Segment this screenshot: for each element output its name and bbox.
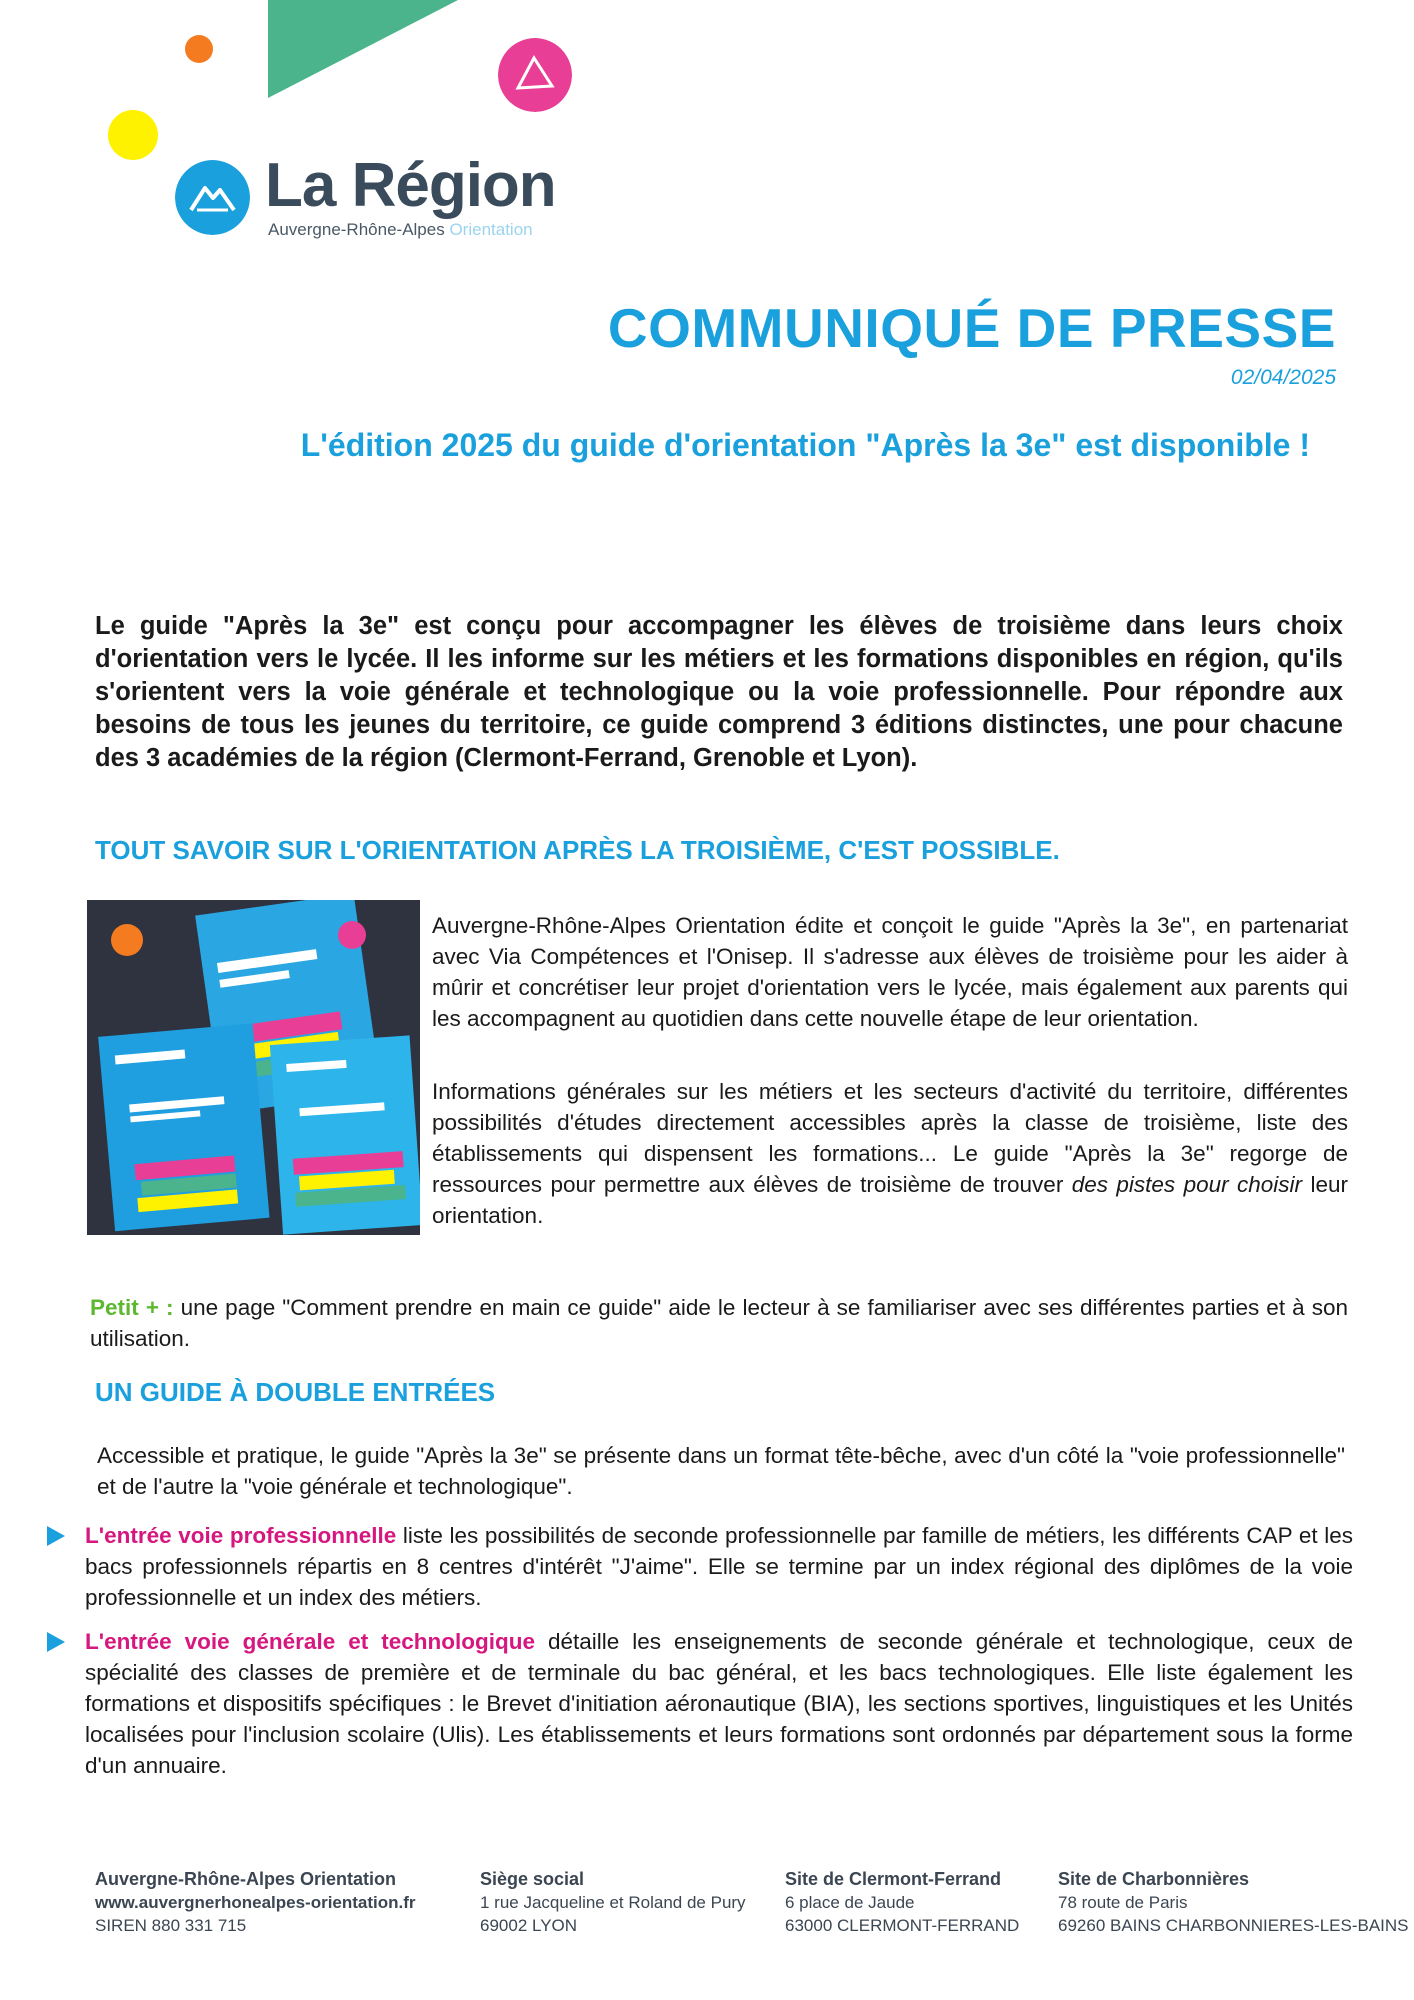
bullet-body: liste les possibilités de seconde professionnelle par famille de métiers, les différents CAP et les bacs professionnels répartis en 8 centres d'intérêt "J'aime". Elle se termine par un index régional des diplômes de la voie professionnelle et un index des métiers.: [85, 1523, 1353, 1610]
double-entree-paragraph: Accessible et pratique, le guide "Après la 3e" se présente dans un format tête-bêche, avec d'un côté la "voie professionnelle" et de l'autre la "voie générale et technologique".: [97, 1443, 1345, 1499]
guide-covers-image: [87, 900, 420, 1235]
bullet-text: [85, 1520, 1353, 1613]
bullet-label: L'entrée voie générale et technologique: [85, 1629, 535, 1654]
footer-line: 78 route de Paris: [1058, 1893, 1188, 1912]
logo-title: La Région: [265, 151, 556, 220]
bullet-arrow-icon: [45, 1631, 67, 1653]
bullet-body: détaille les enseignements de seconde générale et technologique, ceux de spécialité des classes de première et de terminale du bac général, et les bacs technologiques. Elle liste également les formations et dispositifs spécifiques : le Brevet d'initiation aéronautique (BIA), les sections sportives, linguistiques et les Unités localisées pour l'inclusion scolaire (Ulis). Les établissements et leurs formations sont ordonnés par département sous la forme d'un annuaire.: [85, 1629, 1354, 1778]
section-heading-double-entree: UN GUIDE À DOUBLE ENTRÉES: [95, 1377, 496, 1407]
footer-siege-social: [480, 1868, 746, 1937]
headline: L'édition 2025 du guide d'orientation "Après la 3e" est disponible !: [300, 427, 1310, 463]
petit-plus-text: une page "Comment prendre en main ce guide" aide le lecteur à se familiariser avec ses différentes parties et à son utilisation.: [90, 1295, 1348, 1351]
orientation-paragraph-1: Auvergne-Rhône-Alpes Orientation édite et conçoit le guide "Après la 3e", en partenariat avec Via Compétences et l'Onisep. Il s'adresse aux élèves de troisième pour les aider à mûrir et concrétiser leur projet d'orientation vers le lycée, mais également aux parents qui les accompagnent au quotidien dans cette nouvelle étape de leur orientation.: [432, 913, 1348, 1031]
press-release-title: COMMUNIQUÉ DE PRESSE: [607, 297, 1336, 359]
footer-heading: Siège social: [480, 1869, 585, 1889]
logo-subtitle-main: Auvergne-Rhône-Alpes: [268, 220, 450, 239]
footer-line: SIREN 880 331 715: [95, 1916, 247, 1935]
yellow-dot-shape: [108, 110, 158, 160]
paragraph-2-emphasis: des pistes pour choisir: [1071, 1172, 1303, 1197]
mountain-logo-icon: [175, 160, 250, 235]
paragraph-2-start: Informations générales sur les métiers et les secteurs d'activité du territoire, différentes possibilités d'études directement accessibles après la classe de troisième, liste des établissements qui dispensent les formations... Le guide "Après la 3e" regorge de ressources pour permettre aux élèves de troisième de trouver: [432, 1079, 1348, 1197]
footer-line: 6 place de Jaude: [785, 1893, 915, 1912]
footer-site-clermont: [785, 1868, 1019, 1937]
logo-subtitle: [268, 220, 533, 240]
orange-dot-shape: [185, 35, 213, 63]
footer-heading: Auvergne-Rhône-Alpes Orientation: [95, 1869, 397, 1889]
orientation-paragraph-2: [432, 1076, 1348, 1231]
bullet-text: [85, 1626, 1353, 1781]
footer-line: 69260 BAINS CHARBONNIERES-LES-BAINS: [1058, 1916, 1409, 1935]
intro-paragraph: Le guide "Après la 3e" est conçu pour accompagner les élèves de troisième dans leurs choix d'orientation vers le lycée. Il les informe sur les métiers et les formations disponibles en région, qu'ils s'orientent vers la voie générale et technologique ou la voie professionnelle. Pour répondre aux besoins de tous les jeunes du territoire, ce guide comprend 3 éditions distinctes, une pour chacune des 3 académies de la région (Clermont-Ferrand, Grenoble et Lyon).: [95, 612, 1343, 772]
footer-organization: [95, 1868, 416, 1937]
section-heading-orientation: TOUT SAVOIR SUR L'ORIENTATION APRÈS LA TROISIÈME, C'EST POSSIBLE.: [95, 835, 1060, 865]
footer-heading: Site de Clermont-Ferrand: [785, 1869, 1002, 1889]
footer-line: 63000 CLERMONT-FERRAND: [785, 1916, 1020, 1935]
green-triangle-shape: [268, 0, 458, 98]
pink-mountain-badge-icon: [498, 38, 572, 112]
petit-plus-note: [90, 1292, 1348, 1354]
footer-heading: Site de Charbonnières: [1058, 1869, 1250, 1889]
petit-plus-label: Petit + :: [90, 1295, 174, 1320]
footer-website-link[interactable]: www.auvergnerhonealpes-orientation.fr: [95, 1893, 416, 1912]
bullet-label: L'entrée voie professionnelle: [85, 1523, 397, 1548]
logo-subtitle-accent: Orientation: [449, 220, 533, 239]
footer-line: 1 rue Jacqueline et Roland de Pury: [480, 1893, 746, 1912]
paragraph-2-end: leur orientation.: [432, 1172, 1348, 1228]
bullet-arrow-icon: [45, 1525, 67, 1547]
footer-site-charbonnieres: [1058, 1868, 1409, 1937]
footer-line: 69002 LYON: [480, 1916, 578, 1935]
press-release-date: 02/04/2025: [1230, 366, 1336, 389]
